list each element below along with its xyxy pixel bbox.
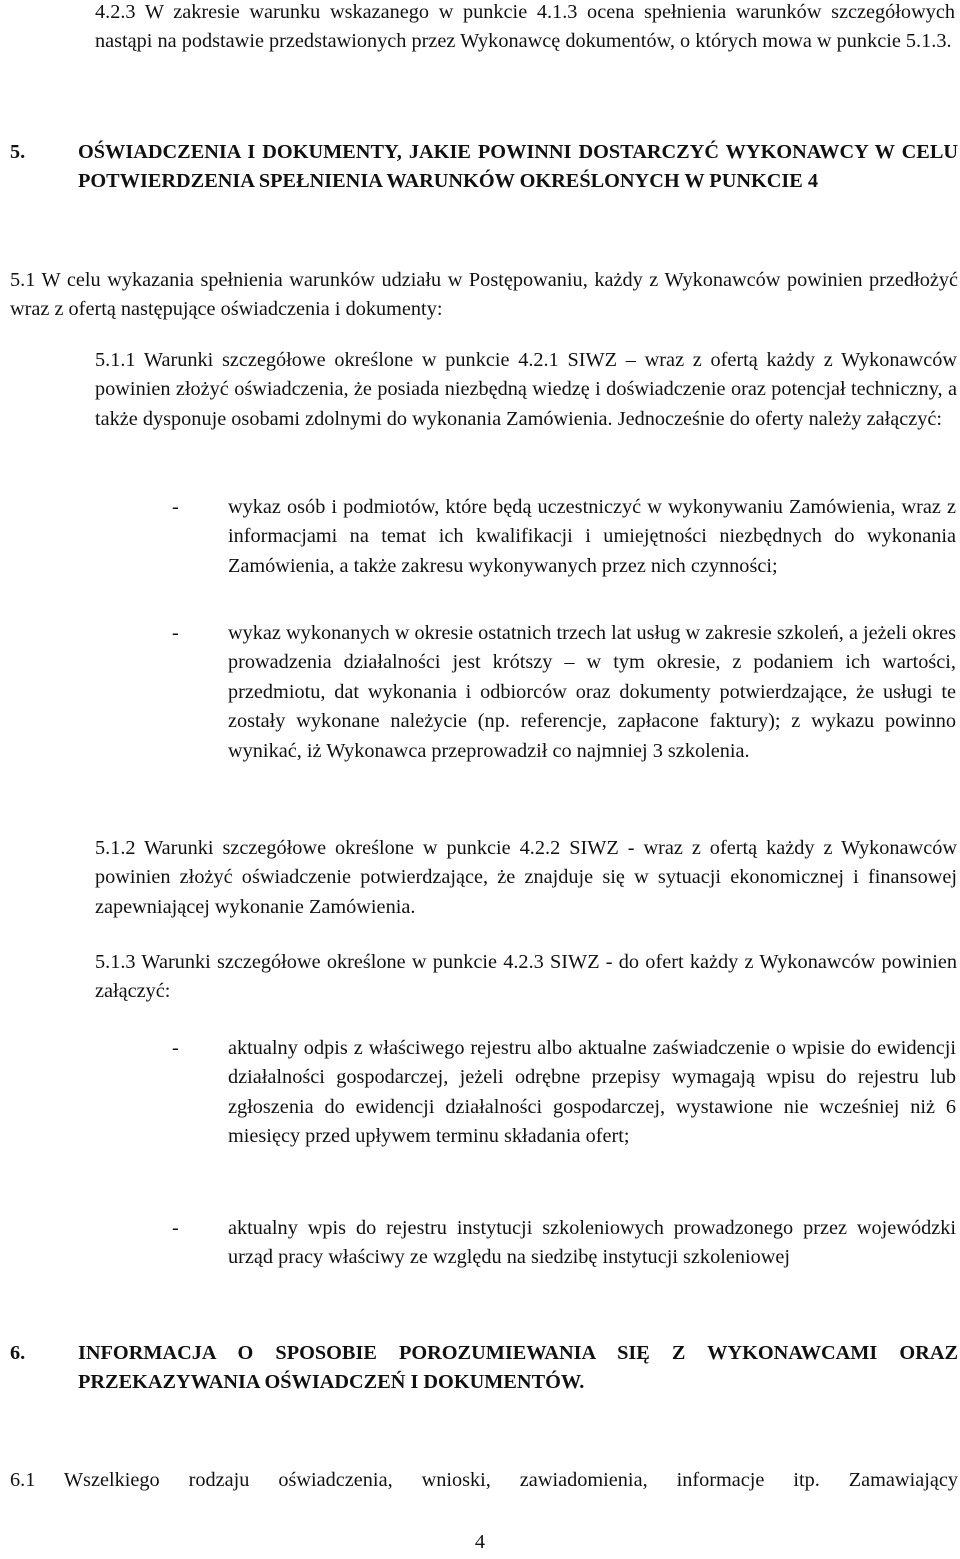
- paragraph-5-1-3: 5.1.3 Warunki szczegółowe określone w punkcie 4.2.3 SIWZ - do ofert każdy z Wykonawców powinien załączyć:: [95, 951, 957, 1003]
- list-item-staff: wykaz osób i podmiotów, które będą uczestniczyć w wykonywaniu Zamówienia, wraz z informacjami na temat ich kwalifikacji i umiejętności niezbędnych do wykonania Zamówienia, a także zakresu wykonywanych przez nich czynności;: [228, 496, 956, 577]
- page-number: 4: [474, 1531, 486, 1553]
- list-dash: -: [172, 622, 179, 644]
- paragraph-6-1: 6.1 Wszelkiego rodzaju oświadczenia, wnioski, zawiadomienia, informacje itp. Zamawiający: [10, 1469, 958, 1491]
- list-item-services: wykaz wykonanych w okresie ostatnich trzech lat usług w zakresie szkoleń, a jeżeli okres prowadzenia działalności jest krótszy – w tym okresie, z podaniem ich wartości, przedmiotu, dat wykonania i odbiorców oraz dokumenty potwierdzające, że usługi te zostały wykonane należycie (np. referencje, zapłacone faktury); z wykazu powinno wynikać, iż Wykonawca przeprowadził co najmniej 3 szkolenia.: [228, 622, 956, 762]
- section-6-heading: INFORMACJA O SPOSOBIE POROZUMIEWANIA SIĘ Z WYKONAWCAMI ORAZ PRZEKAZYWANIA OŚWIADCZEŃ I DOKUMENTÓW.: [78, 1342, 958, 1394]
- paragraph-5-1: 5.1 W celu wykazania spełnienia warunków udziału w Postępowaniu, każdy z Wykonawców powinien przedłożyć wraz z ofertą następujące oświadczenia i dokumenty:: [10, 269, 958, 321]
- section-6-number: 6.: [10, 1342, 26, 1364]
- section-5-heading: OŚWIADCZENIA I DOKUMENTY, JAKIE POWINNI DOSTARCZYĆ WYKONAWCY W CELU POTWIERDZENIA SPEŁNIENIA WARUNKÓW OKREŚLONYCH W PUNKCIE 4: [78, 141, 958, 193]
- list-dash: -: [172, 1217, 179, 1239]
- list-item-register-extract: aktualny odpis z właściwego rejestru albo aktualne zaświadczenie o wpisie do ewidencji działalności gospodarczej, jeżeli odrębne przepisy wymagają wpisu do rejestru lub zgłoszenia do ewidencji działalności gospodarczej, wystawione nie wcześniej niż 6 miesięcy przed upływem terminu składania ofert;: [228, 1037, 956, 1148]
- list-dash: -: [172, 496, 179, 518]
- section-5-number: 5.: [10, 141, 26, 163]
- paragraph-5-1-2: 5.1.2 Warunki szczegółowe określone w punkcie 4.2.2 SIWZ - wraz z ofertą każdy z Wykonawców powinien złożyć oświadczenie potwierdzające, że znajduje się w sytuacji ekonomicznej i finansowej zapewniającej wykonanie Zamówienia.: [95, 837, 957, 918]
- paragraph-5-1-1: 5.1.1 Warunki szczegółowe określone w punkcie 4.2.1 SIWZ – wraz z ofertą każdy z Wykonawców powinien złożyć oświadczenia, że posiada niezbędną wiedzę i doświadczenie oraz potencjał techniczny, a także dysponuje osobami zdolnymi do wykonania Zamówienia. Jednocześnie do oferty należy załączyć:: [95, 349, 957, 430]
- list-item-training-register: aktualny wpis do rejestru instytucji szkoleniowych prowadzonego przez wojewódzki urząd pracy właściwy ze względu na siedzibę instytucji szkoleniowej: [228, 1217, 956, 1269]
- list-dash: -: [172, 1037, 179, 1059]
- paragraph-4-2-3: 4.2.3 W zakresie warunku wskazanego w punkcie 4.1.3 ocena spełnienia warunków szczegółowych nastąpi na podstawie przedstawionych przez Wykonawcę dokumentów, o których mowa w punkcie 5.1.3.: [95, 1, 955, 53]
